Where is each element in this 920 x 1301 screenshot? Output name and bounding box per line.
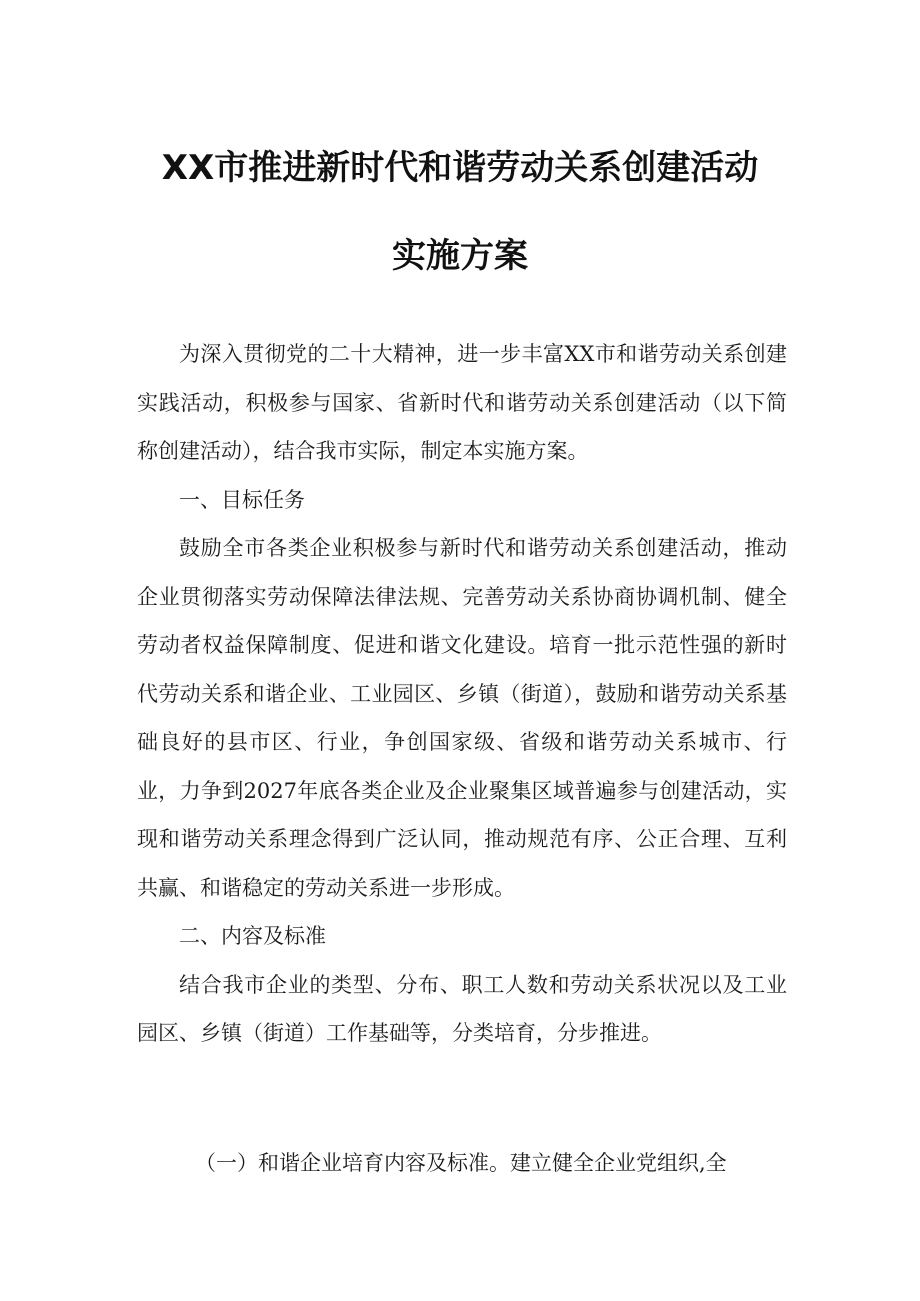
intro-paragraph: 为深入贯彻党的二十大精神，进一步丰富XX市和谐劳动关系创建实践活动，积极参与国家、省新时代和谐劳动关系创建活动（以下简称创建活动），结合我市实际，制定本实施方案。 (137, 342, 787, 463)
content-paragraph: 结合我市企业的类型、分布、职工人数和劳动关系状况以及工业园区、乡镇（街道）工作基础等，分类培育，分步推进。 (137, 972, 787, 1045)
document-body-continued (137, 1139, 787, 1188)
section-heading-goals: 一、目标任务 (179, 487, 305, 512)
goals-paragraph: 鼓励全市各类企业积极参与新时代和谐劳动关系创建活动，推动企业贯彻落实劳动保障法律法规、完善劳动关系协商协调机制、健全劳动者权益保障制度、促进和谐文化建设。培育一批示范性强的新时代劳动关系和谐企业、工业园区、乡镇（街道），鼓励和谐劳动关系基础良好的县市区、行业，争创国家级、省级和谐劳动关系城市、行业，力争到2027年底各类企业及企业聚集区域普遍参与创建活动，实现和谐劳动关系理念得到广泛认同，推动规范有序、公正合理、互利共赢、和谐稳定的劳动关系进一步形成。 (137, 536, 787, 900)
section-heading-content: 二、内容及标准 (179, 924, 326, 948)
subsection-paragraph: （一）和谐企业培育内容及标准。建立健全企业党组织,全 (195, 1151, 727, 1175)
document-body (137, 330, 787, 1058)
document-title-line-2: 实施方案 (392, 236, 528, 276)
document-title-line-1: XX市推进新时代和谐劳动关系创建活动 (161, 148, 759, 188)
